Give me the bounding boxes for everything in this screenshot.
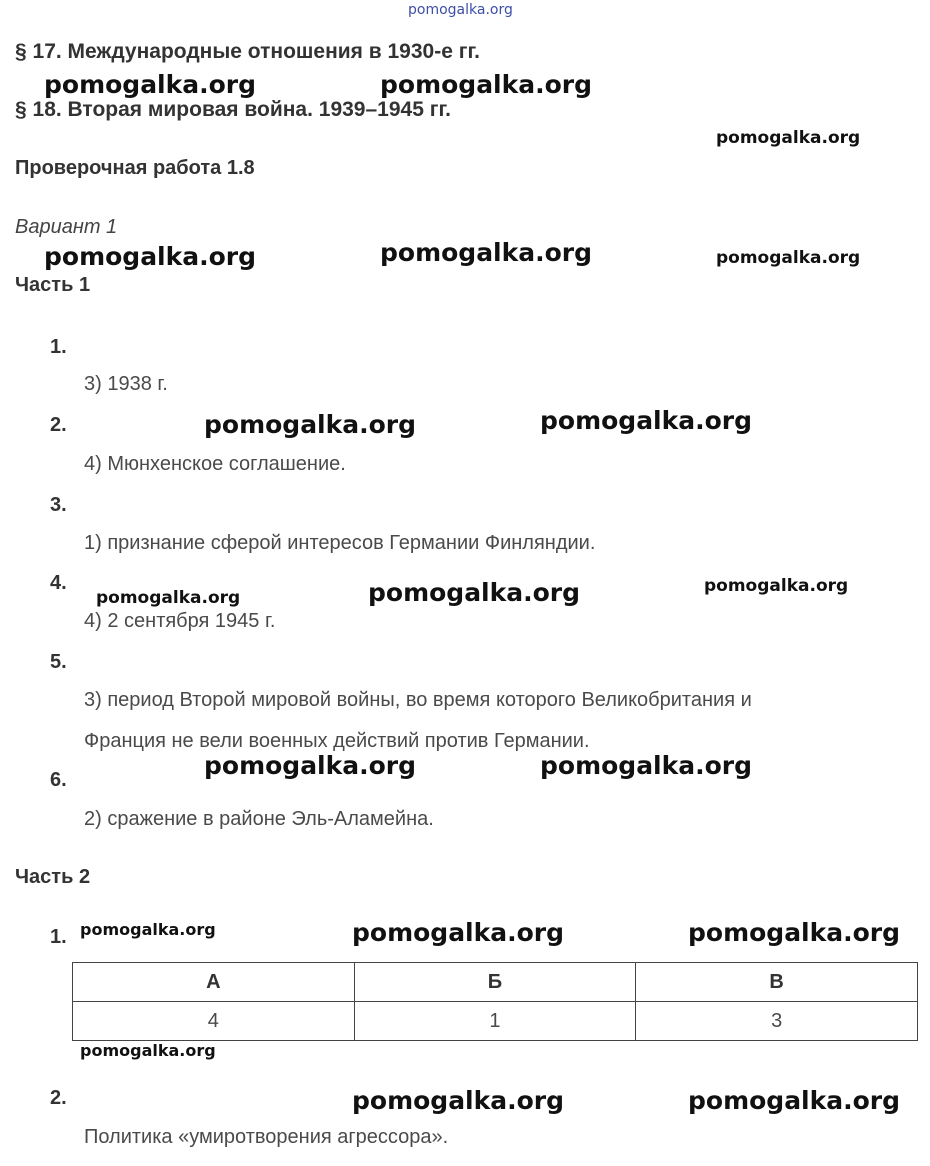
watermark: pomogalka.org: [352, 1086, 565, 1115]
table-header-cell: Б: [354, 963, 636, 1002]
table-cell: 3: [636, 1002, 918, 1041]
watermark: pomogalka.org: [80, 1041, 216, 1060]
section-17-heading: § 17. Международные отношения в 1930-е гг.: [15, 40, 480, 63]
watermark: pomogalka.org: [688, 918, 901, 947]
variant-label: Вариант 1: [15, 216, 118, 238]
table-header-row: [73, 963, 918, 1002]
question-number: 1.: [50, 926, 67, 948]
watermark: pomogalka.org: [540, 751, 753, 780]
answer-text: 4) Мюнхенское соглашение.: [84, 453, 346, 475]
question-number: 2.: [50, 1087, 67, 1109]
watermark: pomogalka.org: [380, 238, 593, 267]
question-number: 4.: [50, 572, 67, 594]
watermark: pomogalka.org: [716, 128, 861, 148]
watermark-top: pomogalka.org: [408, 2, 513, 18]
answer-text: 2) сражение в районе Эль-Аламейна.: [84, 808, 434, 830]
watermark: pomogalka.org: [96, 588, 241, 608]
watermark: pomogalka.org: [716, 248, 861, 268]
question-number: 1.: [50, 336, 67, 358]
table-header-cell: В: [636, 963, 918, 1002]
question-number: 3.: [50, 494, 67, 516]
watermark: pomogalka.org: [204, 410, 417, 439]
part2-heading: Часть 2: [15, 866, 91, 888]
section-18-heading: § 18. Вторая мировая война. 1939–1945 гг.: [15, 98, 451, 121]
table-cell: 4: [73, 1002, 355, 1041]
watermark: pomogalka.org: [44, 70, 257, 99]
watermark: pomogalka.org: [380, 70, 593, 99]
watermark: pomogalka.org: [352, 918, 565, 947]
answer-text: 3) 1938 г.: [84, 373, 168, 395]
answer-text: Политика «умиротворения агрессора».: [84, 1126, 449, 1148]
answer-text-line1: 3) период Второй мировой войны, во время которого Великобритания и: [84, 689, 752, 711]
watermark: pomogalka.org: [688, 1086, 901, 1115]
answer-text-line2: Франция не вели военных действий против Германии.: [84, 730, 590, 752]
test-title: Проверочная работа 1.8: [15, 157, 255, 179]
table-header-cell: А: [73, 963, 355, 1002]
watermark: pomogalka.org: [368, 578, 581, 607]
answer-text: 4) 2 сентября 1945 г.: [84, 610, 276, 632]
question-number: 6.: [50, 769, 67, 791]
question-number: 5.: [50, 651, 67, 673]
answer-text: 1) признание сферой интересов Германии Финляндии.: [84, 532, 596, 554]
table-row: [73, 1002, 918, 1041]
question-number: 2.: [50, 414, 67, 436]
part1-heading: Часть 1: [15, 274, 91, 296]
watermark: pomogalka.org: [204, 751, 417, 780]
watermark: pomogalka.org: [44, 242, 257, 271]
watermark: pomogalka.org: [540, 406, 753, 435]
watermark: pomogalka.org: [80, 920, 216, 939]
watermark: pomogalka.org: [704, 576, 849, 596]
table-cell: 1: [354, 1002, 636, 1041]
answer-table: [72, 962, 918, 1041]
